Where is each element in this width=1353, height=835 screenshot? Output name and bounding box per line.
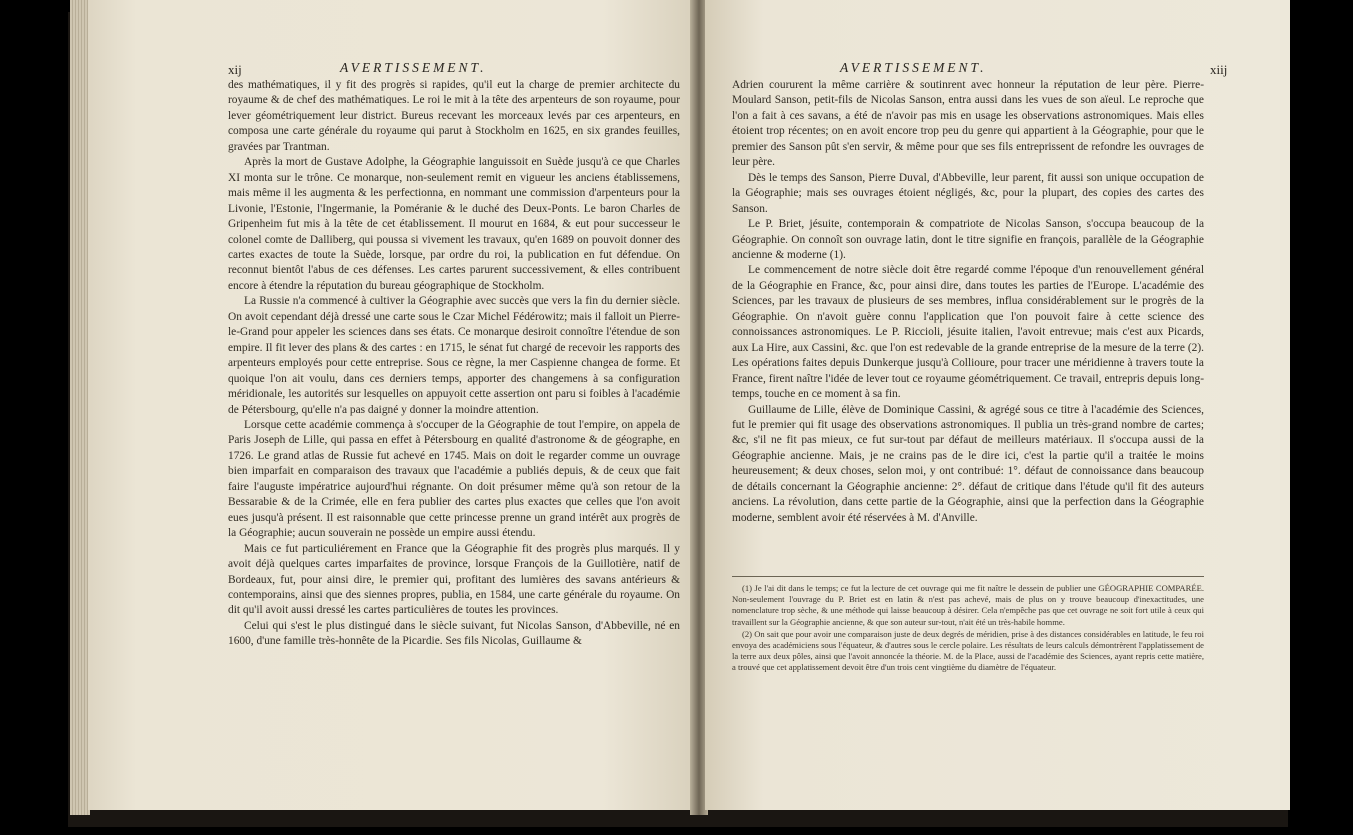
footnote: (2) On sait que pour avoir une comparaison juste de deux degrés de méridien, prise à des distances considérables en latitude, le feu roi envoya des académiciens sous l'équateur, & d'autres sous le cercle polaire. Les résultats de leurs calculs démontrèrent l'applatissement de la terre aux deux pôles, ainsi que l'avoit annoncée la théorie. M. de la Place, aussi de l'académie des Sciences, ayant repris cette matière, a trouvé que cet applatissement devoit être d'un trois cent vingtième du diamètre de l'équateur. (732, 628, 1204, 673)
left-running-head: AVERTISSEMENT. (340, 60, 487, 75)
footnote-rule (732, 576, 1204, 577)
footnotes (732, 583, 1204, 675)
paragraph: Mais ce fut particuliérement en France que la Géographie fit des progrès plus marqués. Il y avoit déjà quelques cartes imparfaites de province, lorsque François de la Guillotière, natif de Bordeaux, fut, pour ainsi dire, le premier qui, profitant des lumières des savans antérieurs & contemporains, ainsi que des siennes propres, publia, en 1584, une carte générale du royaume. On dit qu'il avoit aussi dressé les cartes particulières de toutes les provinces. (228, 542, 680, 617)
paragraph: Après la mort de Gustave Adolphe, la Géographie languissoit en Suède jusqu'à ce que Charles XI monta sur le trône. Ce monarque, non-seulement remit en vigueur les anciens établissemens, mais même il les augmenta & les perfectionna, en nommant une commission d'arpenteurs pour la Livonie, l'Estonie, l'Ingermanie, la Poméranie & le duché des Deux-Ponts. Le baron Charles de Gripenheim fut mis à la tête de cet établissement. Il mourut en 1684, & eut pour successeur le colonel comte de Dalliberg, qui poussa si vivement les travaux, qu'en 1689 on pouvoit donner des cartes exactes de toute la Suède, lorsque, par ordre du roi, la publication en fut défendue. On reconnut bientôt l'abus de ces défenses. Les cartes parurent successivement, & elles contribuent encore à étendre la réputation du bureau géographique de Stockholm. (228, 156, 680, 292)
right-page-number: xiij (1210, 62, 1228, 77)
right-page (705, 0, 1290, 810)
paragraph: Le commencement de notre siècle doit être regardé comme l'époque d'un renouvellement général de la Géographie en France, &c, pour ainsi dire, dans toutes les parties de l'Europe. L'académie des Sciences, par les travaux de plusieurs de ses membres, influa considérablement sur le progrès de la Géographie. On n'avoit guère connu l'application que l'on pouvoit faire à cette science des connoissances astronomiques. Le P. Riccioli, jésuite italien, l'avoit entrevue; mais c'est aux Picards, aux La Hire, aux Cassini, &c. que l'on est redevable de la grande entreprise de la mesure de la terre (2). Les opérations faites depuis Dunkerque jusqu'à Collioure, pour tracer une méridienne à travers toute la France, firent naître l'idée de lever tout ce royaume géométriquement. Ce travail, entrepris depuis long-temps, touche en ce moment à sa fin. (732, 264, 1204, 401)
page-edges (70, 0, 90, 815)
left-body-text (228, 78, 680, 650)
footnote: (1) Je l'ai dit dans le temps; ce fut la lecture de cet ouvrage qui me fit naître le dessein de publier une GÉOGRAPHIE COMPARÉE. Non-seulement l'ouvrage du P. Briet est en latin & n'est pas achevé, mais de plus on y trouve beaucoup d'inexactitudes, une nomenclature trop sèche, & une méthode qui laisse beaucoup à désirer. Cela n'empêche pas que cet ouvrage ne soit fort utile à ceux qui travaillent sur la Géographie ancienne, & que son auteur sur-tout, n'ait été un très-habile homme. (732, 583, 1204, 627)
right-body-text (732, 78, 1204, 526)
paragraph: Lorsque cette académie commença à s'occuper de la Géographie de tout l'empire, on appela de Paris Joseph de Lille, qui passa en effet à Pétersbourg en qualité d'astronome & de géographe, en 1726. Le grand atlas de Russie fut achevé en 1745. Mais on doit le regarder comme un ouvrage bien imparfait en comparaison des travaux que l'académie a publiés depuis, & de ceux que fait faire l'auguste impératrice aujourd'hui régnante. On doit présumer même qu'à son retour de la Bessarabie & de la Crimée, elle en fera publier des cartes plus exactes que celles que l'on avoit eues jusqu'à présent. Il est raisonnable que cette princesse prenne un grand intérêt aux progrès de la Géographie; aucun souverain ne possède un empire aussi étendu. (228, 418, 680, 540)
paragraph: Guillaume de Lille, élève de Dominique Cassini, & agrégé sous ce titre à l'académie des Sciences, fut le premier qui fit usage des observations astronomiques. Il publia un très-grand nombre de cartes; &c, s'il ne fit pas mieux, ce fut sur-tout par défaut de meilleurs matériaux. Il s'occupa aussi de la Géographie ancienne. Mais, je ne crains pas de le dire ici, c'est la partie qu'il a traitée le moins heureusement; & deux choses, selon moi, y ont contribué: 1°. défaut de connoissance dans beaucoup de détails concernant la Géographie ancienne: 2°. défaut de critique dans l'étude qu'il fit des auteurs anciens. La révolution, dans cette partie de la Géographie, ainsi que la perfection dans la Géographie moderne, semblent avoir été réservées à M. d'Anville. (732, 403, 1204, 524)
paragraph: des mathématiques, il y fit des progrès si rapides, qu'il eut la charge de premier architecte du royaume & de chef des mathématiques. Le roi le mit à la tête des arpenteurs de son royaume, pour lever géométriquement leur district. Bureus recevant les morceaux levés par ces arpenteurs, en composa une carte générale du royaume qui parut à Stockholm en 1625, en six grandes feuilles, gravées par Trantman. (228, 79, 680, 153)
paragraph: Celui qui s'est le plus distingué dans le siècle suivant, fut Nicolas Sanson, d'Abbeville, né en 1600, d'une famille très-honnête de la Picardie. Ses fils Nicolas, Guillaume & (228, 619, 680, 648)
left-page (88, 0, 693, 810)
paragraph: Adrien coururent la même carrière & soutinrent avec honneur la réputation de leur père. Pierre-Moulard Sanson, petit-fils de Nicolas Sanson, entra aussi dans les vues de son aïeul. Le reproche que l'on a fait à ces savans, a été de n'avoir pas mis en usage les observations astronomiques. Mais elles étoient trop récentes; on en avoit encore trop peu du genre qui appartient à la Géographie, pour que le premier des Sanson pût s'en servir, & même pour que ses fils entreprissent de refondre les ouvrages de leur père. (732, 79, 1204, 169)
right-running-head: AVERTISSEMENT. (840, 60, 987, 75)
paragraph: Dès le temps des Sanson, Pierre Duval, d'Abbeville, leur parent, fit aussi son unique occupation de la Géographie; mais ses ouvrages étoient négligés, &c, pour la plupart, des copies des cartes des Sanson. (732, 171, 1204, 215)
paragraph: Le P. Briet, jésuite, contemporain & compatriote de Nicolas Sanson, s'occupa beaucoup de la Géographie. On connoît son ouvrage latin, dont le titre signifie en françois, parallèle de la Géographie ancienne & moderne (1). (732, 218, 1204, 261)
paragraph: La Russie n'a commencé à cultiver la Géographie avec succès que vers la fin du dernier siècle. On avoit cependant déjà dressé une carte sous le Czar Michel Fédérowitz; mais il falloit un Pierre-le-Grand pour appeler les sciences dans ses états. Ce monarque desiroit connoître l'étendue de son empire. Il fit lever des plans & des cartes : en 1715, le sénat fut chargé de recevoir les rapports des arpenteurs employés pour cette entreprise. Sous ce règne, la mer Caspienne changea de forme. Et quoique l'on ait voulu, dans ces derniers temps, apporter des changemens à sa configuration méridionale, les autorités sur lesquelles on appuyoit cette assertion ont paru si foibles à l'académie de Pétersbourg, qu'elle n'a pas daigné y donner la moindre attention. (228, 295, 680, 416)
left-page-number: xij (228, 62, 242, 77)
